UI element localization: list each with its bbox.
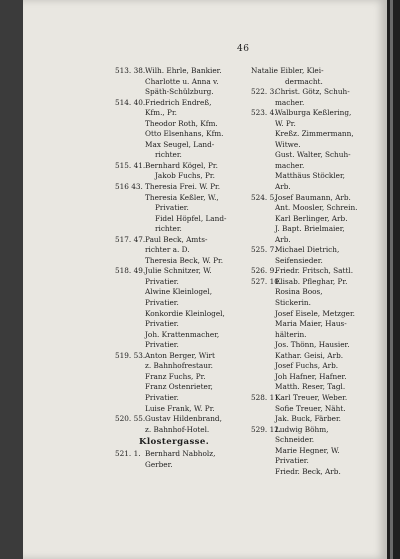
entry-continuation <box>115 129 249 140</box>
entry-continuation <box>251 361 375 372</box>
address-entry <box>251 277 375 288</box>
resident-text: Privatier. <box>145 340 179 350</box>
resident-text: Friedrich Endreß, <box>145 97 212 107</box>
right-column <box>251 66 375 477</box>
address-entry <box>251 266 375 277</box>
resident-text: Karl Treuer, Weber. <box>275 392 348 402</box>
entry-continuation <box>251 340 375 351</box>
entry-continuation <box>251 98 375 109</box>
entry-continuation <box>115 361 249 372</box>
resident-text: richter. <box>155 224 182 234</box>
resident-text: Friedr. Beck, Arb. <box>275 466 341 476</box>
entry-continuation <box>115 140 249 151</box>
entry-continuation <box>115 224 249 235</box>
resident-text: Matth. Reser, Tagl. <box>275 382 346 392</box>
resident-text: Marie Hegner, W. <box>275 445 340 455</box>
entry-continuation <box>115 319 249 330</box>
address-entry <box>115 266 249 277</box>
book-spine <box>387 0 400 559</box>
resident-text: Kreßz. Zimmermann, <box>275 129 354 139</box>
resident-text: Theresia Keßler, W., <box>145 192 219 202</box>
resident-text: Ludwig Böhm, <box>275 424 329 434</box>
entry-continuation <box>251 140 375 151</box>
resident-text: Franz Fuchs, Pr. <box>145 371 206 381</box>
house-number: 514. 40. <box>115 97 146 107</box>
entry-continuation <box>251 351 375 362</box>
entry-continuation <box>115 309 249 320</box>
address-entry <box>115 161 249 172</box>
entry-continuation <box>251 467 375 478</box>
address-entry <box>115 98 249 109</box>
entry-continuation <box>115 404 249 415</box>
entry-continuation <box>115 382 249 393</box>
entry-continuation <box>251 214 375 225</box>
resident-text: Theodor Roth, Kfm. <box>145 118 218 128</box>
entry-continuation <box>115 372 249 383</box>
house-number: 516 43. <box>115 182 143 192</box>
resident-text: Arb. <box>275 234 291 244</box>
entry-continuation <box>115 393 249 404</box>
resident-text: Stickerin. <box>275 298 311 308</box>
resident-text: Otto Elsenhans, Kfm. <box>145 129 224 139</box>
address-entry <box>251 193 375 204</box>
house-number: 523. 4. <box>251 108 277 118</box>
resident-text: Privatier. <box>275 456 309 466</box>
entry-continuation <box>251 382 375 393</box>
address-entry <box>251 245 375 256</box>
resident-text: Luise Frank, W. Pr. <box>145 403 215 413</box>
resident-text: Theresia Beck, W. Pr. <box>145 255 224 265</box>
resident-text: Josef Baumann, Arb. <box>275 192 351 202</box>
entry-continuation <box>115 245 249 256</box>
house-number: 520. 55. <box>115 414 146 424</box>
address-entry <box>251 393 375 404</box>
resident-text: Anton Berger, Wirt <box>145 350 215 360</box>
resident-text: macher. <box>275 160 305 170</box>
address-entry <box>115 351 249 362</box>
entry-continuation <box>115 171 249 182</box>
resident-text: Elisab. Pfleghar, Pr. <box>275 276 348 286</box>
entry-continuation <box>115 340 249 351</box>
page-edge <box>390 0 393 559</box>
entry-continuation <box>115 119 249 130</box>
entry-continuation <box>251 330 375 341</box>
entry-continuation <box>251 203 375 214</box>
entry-continuation <box>251 256 375 267</box>
address-entry <box>115 182 249 193</box>
house-number: 527. 10. <box>251 276 282 286</box>
resident-text: Friedr. Fritsch, Sattl. <box>275 266 354 276</box>
resident-text: Natalie Eibler, Klei- <box>251 66 324 75</box>
resident-text: z. Bahnhofrestaur. <box>145 361 213 371</box>
resident-text: Joh. Krattenmacher, <box>145 329 220 339</box>
resident-text: Joh Hafner, Hafner. <box>275 371 347 381</box>
entry-continuation <box>251 182 375 193</box>
entry-continuation <box>115 460 249 471</box>
resident-text: Gust. Walter, Schuh- <box>275 150 351 160</box>
house-number: 515. 41. <box>115 160 146 170</box>
entry-continuation <box>251 129 375 140</box>
resident-text: hälterin. <box>275 329 307 339</box>
address-entry <box>251 425 375 436</box>
resident-text: Christ. Götz, Schuh- <box>275 87 350 97</box>
resident-text: z. Bahnhof-Hotel. <box>145 424 210 434</box>
house-number: 526. 9. <box>251 266 277 276</box>
entry-continuation <box>251 414 375 425</box>
resident-text: Privatier. <box>145 298 179 308</box>
address-entry <box>115 235 249 246</box>
resident-text: Privatier. <box>145 319 179 329</box>
address-entry <box>251 87 375 98</box>
resident-text: Fidel Höpfel, Land- <box>155 213 227 223</box>
resident-text: Schneider. <box>275 435 315 445</box>
entry-continuation <box>251 161 375 172</box>
resident-text: Alwine Kleinlogel, <box>145 287 213 297</box>
entry-continuation <box>251 66 375 77</box>
resident-text: Jos. Thönn, Hausier. <box>275 340 350 350</box>
entry-continuation <box>115 214 249 225</box>
resident-text: Franz Ostenrieter, <box>145 382 213 392</box>
entry-continuation <box>115 298 249 309</box>
resident-text: Julie Schnitzer, W. <box>145 266 212 276</box>
resident-text: Arb. <box>275 182 291 192</box>
house-number: 518. 49. <box>115 266 146 276</box>
entry-continuation <box>115 77 249 88</box>
entry-continuation <box>251 150 375 161</box>
entry-continuation <box>115 203 249 214</box>
entry-continuation <box>251 309 375 320</box>
resident-text: Theresia Frei. W. Pr. <box>145 182 221 192</box>
resident-text: Max Seugel, Land- <box>145 139 215 149</box>
resident-text: Michael Dietrich, <box>275 245 340 255</box>
resident-text: Gerber. <box>145 459 173 469</box>
entry-continuation <box>251 435 375 446</box>
address-entry <box>251 108 375 119</box>
resident-text: Bernhard Nabholz, <box>145 449 216 459</box>
resident-text: Maria Maier, Haus- <box>275 319 347 329</box>
house-number: 513. 38. <box>115 66 146 75</box>
address-entry <box>115 449 249 460</box>
entry-continuation <box>115 425 249 436</box>
resident-text: Paul Beck, Amts- <box>145 234 208 244</box>
entry-continuation <box>115 108 249 119</box>
resident-text: richter a. D. <box>145 245 190 255</box>
resident-text: Privatier. <box>155 203 189 213</box>
resident-text: Privatier. <box>145 392 179 402</box>
resident-text: Matthäus Stöckler, <box>275 171 345 181</box>
address-entry <box>115 66 249 77</box>
entry-continuation <box>251 404 375 415</box>
book-page <box>23 0 387 559</box>
address-entry <box>115 414 249 425</box>
resident-text: Späth-Schülzburg. <box>145 87 214 97</box>
entry-continuation <box>115 277 249 288</box>
entry-continuation <box>251 319 375 330</box>
resident-text: Jakob Fuchs, Pr. <box>155 171 215 181</box>
house-number: 525. 7. <box>251 245 277 255</box>
entry-continuation <box>251 235 375 246</box>
resident-text: Privatier. <box>145 276 179 286</box>
resident-text: Seifensieder. <box>275 255 323 265</box>
entry-continuation <box>115 330 249 341</box>
resident-text: Charlotte u. Anna v. <box>145 76 219 86</box>
resident-text: Rosina Boos, <box>275 287 323 297</box>
entry-continuation <box>251 224 375 235</box>
resident-text: Josef Eisele, Metzger. <box>275 308 355 318</box>
house-number: 524. 5. <box>251 192 277 202</box>
entry-continuation <box>251 77 375 88</box>
resident-text: Kathar. Geisi, Arb. <box>275 350 344 360</box>
left-column <box>115 66 249 470</box>
house-number: 528. 11. <box>251 392 282 402</box>
entry-continuation <box>115 150 249 161</box>
resident-text: Ant. Moosler, Schrein. <box>275 203 358 213</box>
street-heading-text: Klostergasse. <box>139 437 210 448</box>
entry-continuation <box>251 119 375 130</box>
resident-text: richter. <box>155 150 182 160</box>
resident-text: Bernhard Kögel, Pr. <box>145 160 218 170</box>
resident-text: Jak. Buck, Färber. <box>275 414 341 424</box>
entry-continuation <box>115 256 249 267</box>
street-heading <box>115 436 249 449</box>
entry-continuation <box>251 287 375 298</box>
page-number: 46 <box>237 44 250 54</box>
resident-text: Witwe. <box>275 139 301 149</box>
house-number: 521. 1. <box>115 449 141 459</box>
entry-continuation <box>251 298 375 309</box>
resident-text: Gustav Hildenbrand, <box>145 414 222 424</box>
resident-text: Walburga Keßlering, <box>275 108 352 118</box>
resident-text: W. Pr. <box>275 118 296 128</box>
entry-continuation <box>115 193 249 204</box>
house-number: 522. 3. <box>251 87 277 97</box>
resident-text: Karl Berlinger, Arb. <box>275 213 348 223</box>
entry-continuation <box>251 372 375 383</box>
resident-text: Konkordie Kleinlogel, <box>145 308 225 318</box>
house-number: 517. 47. <box>115 234 146 244</box>
resident-text: dermacht. <box>285 76 323 86</box>
house-number: 529. 12. <box>251 424 282 434</box>
entry-continuation <box>251 456 375 467</box>
resident-text: macher. <box>275 97 305 107</box>
entry-continuation <box>115 87 249 98</box>
resident-text: J. Bapt. Brielmaier, <box>275 224 345 234</box>
resident-text: Josef Fuchs, Arb. <box>275 361 339 371</box>
entry-continuation <box>251 446 375 457</box>
resident-text: Sofie Treuer, Näht. <box>275 403 346 413</box>
entry-continuation <box>115 287 249 298</box>
house-number: 519. 53. <box>115 350 146 360</box>
entry-continuation <box>251 171 375 182</box>
resident-text: Wilh. Ehrle, Bankier. <box>145 66 222 75</box>
resident-text: Kfm., Pr. <box>145 108 177 118</box>
